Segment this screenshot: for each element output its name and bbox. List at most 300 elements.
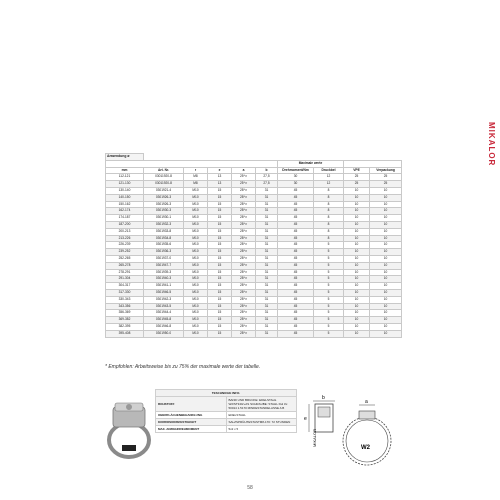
table-cell: 15 [208, 235, 232, 242]
table-cell: 0301926-3 [144, 201, 184, 208]
table-cell: 5 [314, 269, 344, 276]
table-cell: 15 [208, 262, 232, 269]
column-header: Druckbel [314, 167, 344, 174]
column-header: Drehmoment/Nm [278, 167, 314, 174]
table-cell: 45 [278, 215, 314, 222]
table-cell: 10 [370, 289, 402, 296]
table-cell: 5 [314, 249, 344, 256]
product-table-container [105, 153, 401, 338]
table-cell: 0301937-0 [144, 255, 184, 262]
table-cell: 28*¹² [232, 242, 256, 249]
table-cell: 25 [344, 174, 370, 181]
table-cell: 140-150 [106, 194, 144, 201]
table-cell: 10 [344, 255, 370, 262]
application-label: Anwendung ø [106, 154, 144, 161]
table-row [106, 310, 402, 317]
table-row [106, 317, 402, 324]
table-cell: 28*¹² [232, 208, 256, 215]
table-body [106, 174, 402, 337]
table-cell: 0301943-5 [144, 303, 184, 310]
table-cell: 10 [370, 242, 402, 249]
table-cell: 31 [256, 228, 278, 235]
table-cell: 15 [208, 323, 232, 330]
table-cell: 45 [278, 255, 314, 262]
table-cell: 10 [370, 194, 402, 201]
table-cell: 10 [344, 235, 370, 242]
table-cell: 10 [370, 208, 402, 215]
table-cell: 13 [208, 181, 232, 188]
table-cell: 13 [208, 174, 232, 181]
tech-info-section [105, 389, 401, 481]
table-cell: 45 [278, 269, 314, 276]
table-cell: 10 [370, 228, 402, 235]
table-cell: 28*¹² [232, 276, 256, 283]
table-cell: 112-121 [106, 174, 144, 181]
table-cell: 10 [344, 310, 370, 317]
table-cell: 10 [370, 283, 402, 290]
table-cell: 10 [344, 317, 370, 324]
table-cell: 31 [256, 289, 278, 296]
table-cell: 0301947-7 [144, 262, 184, 269]
table-row [106, 221, 402, 228]
table-cell: 28*¹² [232, 283, 256, 290]
table-cell: 28*¹² [232, 249, 256, 256]
column-header: b [256, 167, 278, 174]
table-cell: M10 [184, 242, 208, 249]
table-row [106, 283, 402, 290]
table-row [106, 174, 402, 181]
table-cell: 0301935-6 [144, 242, 184, 249]
table-cell: M10 [184, 317, 208, 324]
table-cell: 45 [278, 289, 314, 296]
table-cell: 15 [208, 289, 232, 296]
table-cell: 28*¹² [232, 235, 256, 242]
table-cell: 5 [314, 303, 344, 310]
table-row [106, 187, 402, 194]
table-cell: 0301932-3 [144, 221, 184, 228]
table-cell: 31 [256, 201, 278, 208]
table-cell: 25 [370, 174, 402, 181]
column-header: a [232, 167, 256, 174]
table-row [106, 201, 402, 208]
table-cell: 8 [314, 215, 344, 222]
table-cell: 10 [344, 283, 370, 290]
table-cell: 10 [344, 194, 370, 201]
table-cell: 31 [256, 296, 278, 303]
table-cell: 28*¹² [232, 269, 256, 276]
table-cell: 45 [278, 235, 314, 242]
table-cell: 8 [314, 201, 344, 208]
table-cell: 28*¹² [232, 221, 256, 228]
table-cell: 0301921-4 [144, 187, 184, 194]
table-cell: 330-343 [106, 296, 144, 303]
table-cell: 10 [344, 249, 370, 256]
table-row [106, 276, 402, 283]
table-cell: 15 [208, 201, 232, 208]
table-cell: 252-265 [106, 255, 144, 262]
table-cell: 15 [208, 310, 232, 317]
table-cell: 278-291 [106, 269, 144, 276]
table-cell: 45 [278, 283, 314, 290]
table-cell: M10 [184, 276, 208, 283]
table-cell: 8 [314, 221, 344, 228]
material-w2-label: W2 [361, 445, 370, 451]
column-header: r [184, 167, 208, 174]
table-cell: 28*¹² [232, 323, 256, 330]
table-cell: M8 [184, 181, 208, 188]
table-cell: 10 [344, 208, 370, 215]
table-cell: 10 [370, 249, 402, 256]
table-cell: 0301933-8 [144, 228, 184, 235]
table-cell: M10 [184, 296, 208, 303]
table-cell: 31 [256, 194, 278, 201]
table-cell: 15 [208, 317, 232, 324]
table-cell: 15 [208, 194, 232, 201]
dim-a-label: a [365, 399, 368, 405]
table-cell: 15 [208, 249, 232, 256]
table-row [106, 303, 402, 310]
table-cell: 10 [344, 323, 370, 330]
table-cell: 317-330 [106, 289, 144, 296]
table-cell: 10 [370, 330, 402, 337]
table-cell: 45 [278, 330, 314, 337]
table-cell: M10 [184, 208, 208, 215]
table-cell: 10 [370, 317, 402, 324]
table-cell: 15 [208, 255, 232, 262]
table-cell: 31 [256, 303, 278, 310]
table-row [106, 330, 402, 337]
table-cell: 0301934-8 [144, 235, 184, 242]
group-header-max-values: Maximale werte [278, 160, 344, 167]
table-cell: 121-130 [106, 181, 144, 188]
table-cell: M10 [184, 303, 208, 310]
table-cell: 15 [208, 283, 232, 290]
table-cell: 45 [278, 228, 314, 235]
table-cell: 28*¹² [232, 303, 256, 310]
tech-key-rohstoff: ROHSTOFF [156, 397, 227, 412]
table-cell: 15 [208, 187, 232, 194]
table-cell: 10 [370, 201, 402, 208]
tech-value-corrosion: SALZSPRÜHTESTASTM8-170: 72 STUNDEN [226, 419, 297, 426]
table-cell: 0301945-8 [144, 317, 184, 324]
table-cell: 0301939-3 [144, 269, 184, 276]
table-cell: M10 [184, 323, 208, 330]
table-header-row [106, 167, 402, 174]
table-cell: 15 [208, 269, 232, 276]
table-cell: 31 [256, 242, 278, 249]
table-cell: 45 [278, 303, 314, 310]
table-cell: 10 [344, 187, 370, 194]
table-cell: 25*¹² [232, 174, 256, 181]
table-row [106, 228, 402, 235]
table-cell: 10 [370, 296, 402, 303]
table-cell: 31 [256, 235, 278, 242]
table-cell: M8 [184, 174, 208, 181]
table-cell: 5 [314, 283, 344, 290]
table-cell: 45 [278, 187, 314, 194]
table-cell: 25*¹² [232, 181, 256, 188]
table-cell: 10 [344, 215, 370, 222]
table-cell: M10 [184, 310, 208, 317]
table-cell: 10 [370, 262, 402, 269]
table-cell: 10 [370, 215, 402, 222]
table-cell: 130-140 [106, 187, 144, 194]
table-cell: 28*¹² [232, 194, 256, 201]
table-cell: 31 [256, 215, 278, 222]
table-cell: 8 [314, 228, 344, 235]
table-cell: 5 [314, 262, 344, 269]
table-cell: 31 [256, 187, 278, 194]
table-cell: 5 [314, 310, 344, 317]
table-cell: 15 [208, 228, 232, 235]
table-cell: 15 [208, 215, 232, 222]
table-cell: 150-162 [106, 201, 144, 208]
table-cell: 28*¹² [232, 187, 256, 194]
column-header: e [208, 167, 232, 174]
table-cell: 10 [370, 323, 402, 330]
table-cell: 10 [344, 269, 370, 276]
table-cell: 10 [344, 201, 370, 208]
table-cell: 10 [370, 235, 402, 242]
table-cell: 45 [278, 208, 314, 215]
table-cell: 25 [344, 181, 370, 188]
table-cell: M10 [184, 330, 208, 337]
drawing-brand: MIKALOR [312, 428, 317, 447]
table-cell: 28*¹² [232, 201, 256, 208]
table-cell: 5 [314, 255, 344, 262]
table-cell: 0301946-5 [144, 289, 184, 296]
dim-e-label: e [304, 416, 307, 422]
table-cell: 10 [370, 187, 402, 194]
table-cell: 0301944-4 [144, 310, 184, 317]
table-cell: 5 [314, 330, 344, 337]
table-cell: 25 [370, 181, 402, 188]
table-cell: 200-213 [106, 228, 144, 235]
brand-logo: MIKALOR [487, 122, 496, 167]
table-cell: 356-369 [106, 310, 144, 317]
table-cell: 5 [314, 323, 344, 330]
table-cell: 15 [208, 242, 232, 249]
table-cell: M10 [184, 201, 208, 208]
table-cell: M10 [184, 255, 208, 262]
table-cell: 162-174 [106, 208, 144, 215]
table-cell: 15 [208, 276, 232, 283]
table-cell: 15 [208, 303, 232, 310]
table-cell: M10 [184, 269, 208, 276]
tech-key-torque: MAX. ANZIEHDREHMOMENT [156, 426, 227, 433]
table-cell: 45 [278, 194, 314, 201]
table-cell: 5 [314, 276, 344, 283]
table-cell: 28*¹² [232, 289, 256, 296]
table-cell: 31 [256, 255, 278, 262]
column-header: Verpackung [370, 167, 402, 174]
table-cell: 226-239 [106, 242, 144, 249]
table-cell: 31 [256, 262, 278, 269]
table-cell: M10 [184, 235, 208, 242]
table-cell: 239-252 [106, 249, 144, 256]
column-header: Art. Nr. [144, 167, 184, 174]
table-cell: 291-304 [106, 276, 144, 283]
table-cell: 27,5 [256, 174, 278, 181]
table-cell: 12 [314, 181, 344, 188]
table-cell: 343-356 [106, 303, 144, 310]
table-cell: 0301930-1 [144, 215, 184, 222]
table-cell: 30 [278, 181, 314, 188]
table-cell: M10 [184, 289, 208, 296]
table-cell: M10 [184, 283, 208, 290]
column-header: mm [106, 167, 144, 174]
table-cell: 31 [256, 323, 278, 330]
dim-b-label: b [322, 395, 325, 401]
table-cell: 8 [314, 235, 344, 242]
table-cell: 10 [370, 303, 402, 310]
table-cell: 10 [344, 221, 370, 228]
table-row [106, 255, 402, 262]
table-cell: 0301950-0 [144, 330, 184, 337]
table-cell: 31 [256, 317, 278, 324]
table-row [106, 194, 402, 201]
table-cell: M10 [184, 262, 208, 269]
product-table [105, 153, 402, 338]
table-cell: 5 [314, 317, 344, 324]
table-cell: 8 [314, 208, 344, 215]
table-cell: 45 [278, 317, 314, 324]
table-cell: M10 [184, 187, 208, 194]
table-cell: 0301940-3 [144, 276, 184, 283]
table-cell: 45 [278, 276, 314, 283]
table-row [106, 242, 402, 249]
table-cell: M10 [184, 249, 208, 256]
table-row [106, 323, 402, 330]
table-cell: 45 [278, 249, 314, 256]
table-cell: 15 [208, 221, 232, 228]
table-cell: 30 [278, 174, 314, 181]
table-cell: 0301941-1 [144, 283, 184, 290]
table-cell: 03011920-8 [144, 174, 184, 181]
table-cell: 45 [278, 201, 314, 208]
table-cell: 187-200 [106, 221, 144, 228]
table-cell: 28*¹² [232, 228, 256, 235]
table-cell: 5 [314, 296, 344, 303]
footnote: * Empfohlen: Arbeitsweise bis zu 75% der maximale werte der tabelle. [105, 364, 261, 370]
table-cell: 15 [208, 296, 232, 303]
table-cell: 31 [256, 330, 278, 337]
table-cell: 0301942-3 [144, 296, 184, 303]
table-cell: M10 [184, 228, 208, 235]
table-cell: 10 [344, 276, 370, 283]
table-cell: 28*¹² [232, 255, 256, 262]
table-cell: M10 [184, 194, 208, 201]
table-row [106, 289, 402, 296]
tech-value-torque: 5x2 x 5 [226, 426, 297, 433]
table-cell: M10 [184, 215, 208, 222]
table-cell: 0301946-8 [144, 323, 184, 330]
table-cell: 395-408 [106, 330, 144, 337]
table-cell: 10 [344, 289, 370, 296]
table-row [106, 249, 402, 256]
tech-key-surface: OBERFLÄCHENBEHANDLUNG [156, 412, 227, 419]
table-cell: 10 [370, 310, 402, 317]
table-cell: 31 [256, 283, 278, 290]
table-cell: 45 [278, 221, 314, 228]
table-cell: 0301930-3 [144, 208, 184, 215]
table-cell: 10 [344, 262, 370, 269]
table-cell: 15 [208, 330, 232, 337]
table-cell: 382-395 [106, 323, 144, 330]
table-cell: 31 [256, 269, 278, 276]
table-cell: 10 [370, 221, 402, 228]
table-cell: 174-187 [106, 215, 144, 222]
tech-info-title: TESCHNICHE INFO. [156, 390, 297, 397]
table-row [106, 208, 402, 215]
table-cell: 27,5 [256, 181, 278, 188]
tech-info-table [155, 389, 297, 433]
tech-value-surface: EDELSTAHL [226, 412, 297, 419]
table-cell: 8 [314, 187, 344, 194]
table-cell: 10 [344, 330, 370, 337]
table-row [106, 262, 402, 269]
table-cell: 12 [314, 174, 344, 181]
table-cell: 45 [278, 262, 314, 269]
table-cell: 213-226 [106, 235, 144, 242]
table-cell: 28*¹² [232, 215, 256, 222]
table-cell: 45 [278, 310, 314, 317]
table-cell: 45 [278, 242, 314, 249]
table-cell: 31 [256, 221, 278, 228]
table-cell: 31 [256, 249, 278, 256]
column-header: VPE [344, 167, 370, 174]
clamp-photo [105, 395, 153, 465]
table-cell: 10 [370, 255, 402, 262]
table-row [106, 235, 402, 242]
technical-drawing [301, 391, 401, 479]
table-row [106, 269, 402, 276]
table-cell: 45 [278, 323, 314, 330]
tech-value-rohstoff: BAND UND BRUCKE: EDELSTAHL W2/ST340/+AS SCHRAUBE: STAHL Dul 3x: 50014 1.5170 MINDESTANDELASSE A B [226, 397, 297, 412]
table-cell: 31 [256, 310, 278, 317]
table-cell: M10 [184, 221, 208, 228]
table-row [106, 215, 402, 222]
page-number: 58 [247, 485, 253, 491]
table-cell: 28*¹² [232, 310, 256, 317]
table-cell: 10 [370, 269, 402, 276]
table-cell: 03011920-8 [144, 181, 184, 188]
table-cell: 28*¹² [232, 296, 256, 303]
table-cell: 10 [370, 276, 402, 283]
table-row [106, 181, 402, 188]
table-cell: 0301936-3 [144, 249, 184, 256]
table-cell: 0301926-3 [144, 194, 184, 201]
table-cell: 10 [344, 303, 370, 310]
tech-key-corrosion: KORROSIONSFESTIGKEIT [156, 419, 227, 426]
table-cell: 31 [256, 208, 278, 215]
table-cell: 10 [344, 296, 370, 303]
table-cell: 369-382 [106, 317, 144, 324]
table-cell: 10 [344, 228, 370, 235]
table-cell: 304-317 [106, 283, 144, 290]
table-cell: 5 [314, 289, 344, 296]
table-cell: 28*¹² [232, 317, 256, 324]
table-cell: 45 [278, 296, 314, 303]
table-cell: 15 [208, 208, 232, 215]
table-cell: 28*¹² [232, 262, 256, 269]
table-cell: 8 [314, 194, 344, 201]
table-cell: 28*¹² [232, 330, 256, 337]
table-cell: 31 [256, 276, 278, 283]
table-cell: 10 [344, 242, 370, 249]
table-row [106, 296, 402, 303]
table-cell: 265-278 [106, 262, 144, 269]
